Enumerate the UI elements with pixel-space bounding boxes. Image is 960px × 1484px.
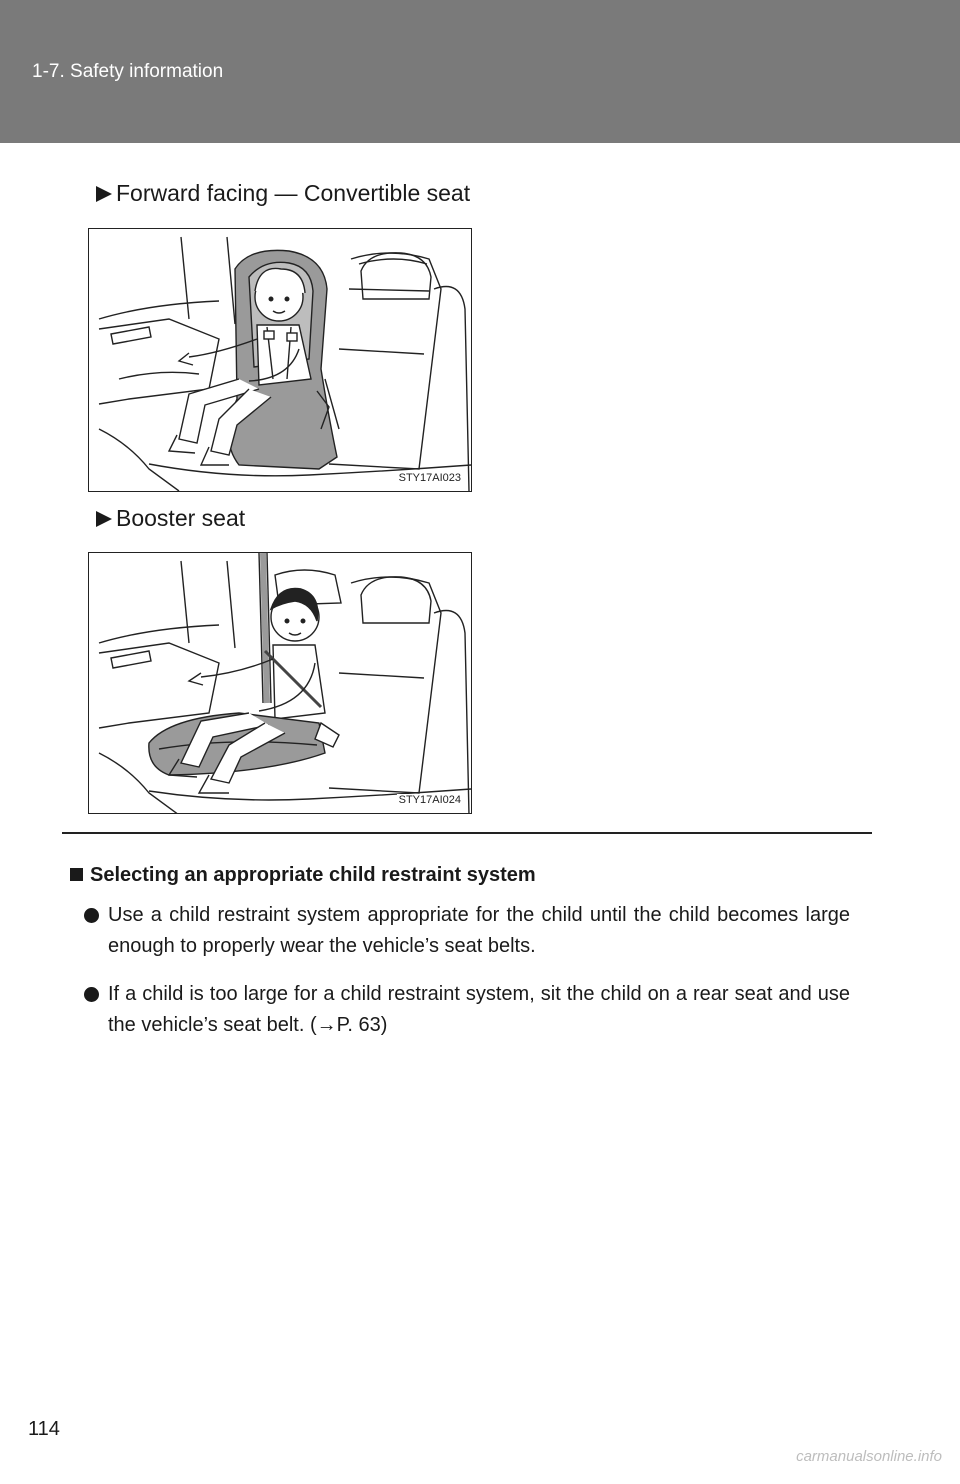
subheading-convertible-seat: Forward facing — Convertible seat [96,180,470,207]
note-bullet: If a child is too large for a child restraint system, sit the child on a rear seat and use the vehicle’s seat belt. (→P. 63) [84,979,850,1041]
page-header [0,0,960,143]
note-heading: Selecting an appropriate child restraint system [70,864,536,887]
watermark: carmanualsonline.info [796,1448,942,1465]
convertible-seat-illustration [89,229,472,492]
booster-seat-illustration [89,553,472,814]
bullet-dot-icon [84,987,99,1002]
figure-code-023: STY17AI023 [398,472,461,484]
section-title: 1-7. Safety information [32,61,224,82]
triangle-marker-icon [96,511,112,527]
page-number: 114 [28,1418,60,1440]
note-bullet: Use a child restraint system appropriate for the child until the child becomes large enough to properly wear the vehicle’s seat belts. [84,900,850,962]
section-divider [62,832,872,834]
subheading-booster-seat: Booster seat [96,505,245,532]
figure-convertible-seat [88,228,472,492]
triangle-marker-icon [96,186,112,202]
square-marker-icon [70,868,83,881]
figure-code-024: STY17AI024 [398,794,461,806]
figure-booster-seat [88,552,472,814]
bullet-dot-icon [84,908,99,923]
